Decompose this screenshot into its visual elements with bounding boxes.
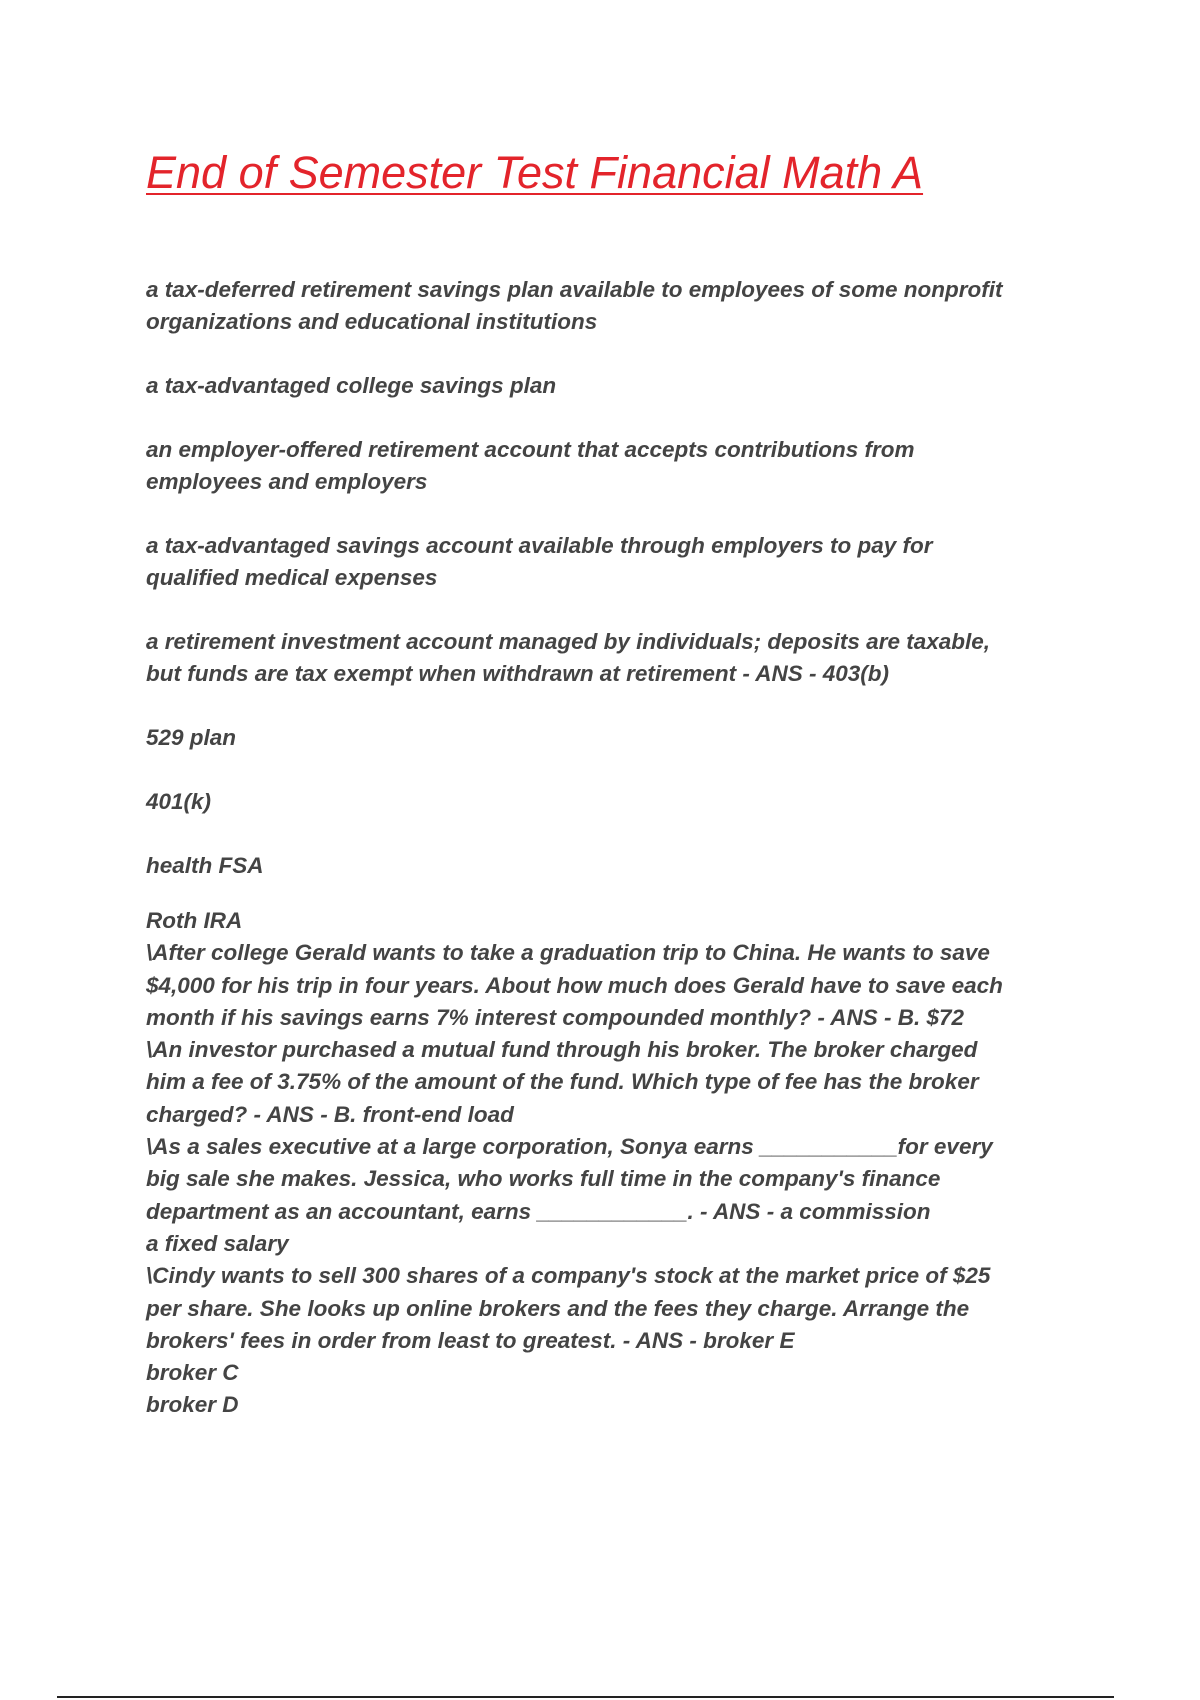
text-line: qualified medical expenses [146, 565, 438, 590]
answer-health-fsa [146, 850, 1076, 882]
question-answer-block [146, 905, 1076, 1422]
text-line: employees and employers [146, 469, 428, 494]
text-line: broker D [146, 1392, 239, 1418]
text-line: \Cindy wants to sell 300 shares of a company's stock at the market price of $25 [146, 1263, 991, 1289]
text-line: an employer-offered retirement account that accepts contributions from [146, 437, 915, 462]
text-line: \An investor purchased a mutual fund through his broker. The broker charged [146, 1037, 978, 1063]
text-line: but funds are tax exempt when withdrawn at retirement - ANS - 403(b) [146, 661, 890, 686]
answer-401k [146, 786, 1076, 818]
text-line: Roth IRA [146, 908, 243, 933]
text-line: $4,000 for his trip in four years. About how much does Gerald have to save each [146, 972, 1003, 998]
text-line: per share. She looks up online brokers and the fees they charge. Arrange the [146, 1295, 970, 1321]
text-line: organizations and educational institutions [146, 309, 598, 334]
text-line: a tax-advantaged savings account available through employers to pay for [146, 533, 933, 558]
paragraph-401k-definition [146, 434, 1076, 498]
document-body [146, 274, 1076, 1422]
text-line: department as an accountant, earns ____________. - ANS - a commission [146, 1198, 931, 1224]
paragraph-fsa-definition [146, 530, 1076, 594]
text-line: a tax-advantaged college savings plan [146, 373, 557, 398]
text-line: charged? - ANS - B. front-end load [146, 1101, 514, 1127]
paragraph-403b-definition [146, 274, 1076, 338]
text-line: health FSA [146, 853, 264, 878]
document-title: End of Semester Test Financial Math A [146, 147, 924, 198]
paragraph-roth-definition [146, 626, 1076, 690]
page-bottom-rule [57, 1696, 1114, 1698]
text-line: \After college Gerald wants to take a graduation trip to China. He wants to save [146, 940, 990, 966]
answer-529-plan [146, 722, 1076, 754]
text-line: a tax-deferred retirement savings plan available to employees of some nonprofit [146, 277, 1003, 302]
text-line: brokers' fees in order from least to greatest. - ANS - broker E [146, 1327, 795, 1353]
text-line: a retirement investment account managed by individuals; deposits are taxable, [146, 629, 991, 654]
text-line: broker C [146, 1360, 239, 1386]
text-line: a fixed salary [146, 1230, 289, 1256]
text-line: month if his savings earns 7% interest compounded monthly? - ANS - B. $72 [146, 1004, 965, 1030]
text-line: 529 plan [146, 725, 237, 750]
text-line: 401(k) [146, 789, 212, 814]
paragraph-529-definition [146, 370, 1076, 402]
text-line: him a fee of 3.75% of the amount of the fund. Which type of fee has the broker [146, 1069, 979, 1095]
text-line: \As a sales executive at a large corporation, Sonya earns ___________for every [146, 1134, 993, 1160]
text-line: big sale she makes. Jessica, who works full time in the company's finance [146, 1166, 941, 1192]
